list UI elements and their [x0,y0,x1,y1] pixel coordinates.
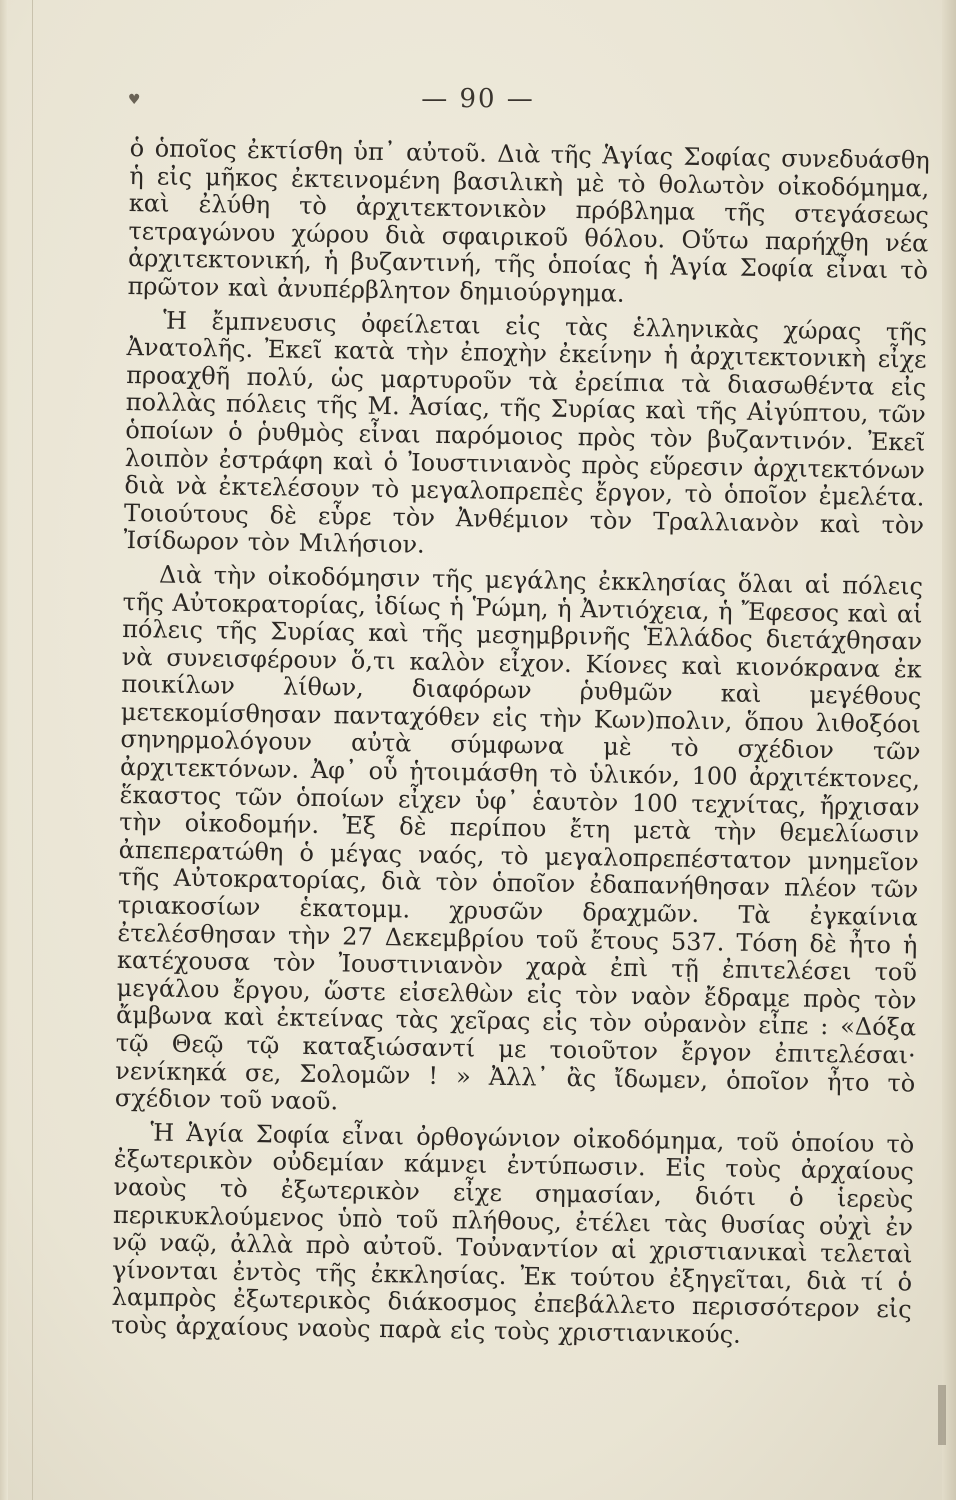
paragraph-3: Διὰ τὴν οἰκοδόμησιν τῆς μεγάλης ἐκκλησίας ὅλαι αἱ πόλεις τῆς Αὐτοκρατορίας, ἰδίως ἡ Ῥώμη, ἡ Ἀντιόχεια, ἡ Ἔφεσος καὶ αἱ πόλεις τῆς Συρίας καὶ τῆς μεσημβρινῆς Ἑλλάδος διετάχθησαν νὰ συνεισφέρουν ὅ,τι καλὸν εἶχον. Κίονες καὶ κιονόκρανα ἐκ ποικίλων λίθων, διαφόρων ῥυθμῶν καὶ μεγέθους μετεκομίσθησαν πανταχόθεν εἰς τὴν Κων)πολιν, ὅπου λιθοξόοι σηνηρμολόγουν αὐτὰ σύμφωνα μὲ τὸ σχέδιον τῶν ἀρχιτεκτόνων. Ἀφ᾽ οὗ ἡτοιμάσθη τὸ ὑλικόν, 100 ἀρχιτέκτονες, ἕκαστος τῶν ὁποίων εἶχεν ὑφ᾽ ἑαυτὸν 100 τεχνίτας, ἤρχισαν τὴν οἰκοδομήν. Ἐξ δὲ περίπου ἔτη μετὰ τὴν θεμελίωσιν ἀπεπερατώθη ὁ μέγας ναός, τὸ μεγαλοπρεπέστατον μνημεῖον τῆς Αὐτοκρατορίας, διὰ τὸν ὁποῖον ἐδαπανήθησαν πλέον τῶν τριακοσίων ἑκατομμ. χρυσῶν δραχμῶν. Τὰ ἐγκαίνια ἐτελέσθησαν τὴν 27 Δεκεμβρίου τοῦ ἔτους 537. Τόση δὲ ἦτο ἡ κατέχουσα τὸν Ἰουστινιανὸν χαρὰ ἐπὶ τῇ ἐπιτελέσει τοῦ μεγάλου ἔργου, ὥστε εἰσελθὼν εἰς τὸν ναὸν ἔδραμε πρὸς τὸν ἄμβωνα καὶ ἐκτείνας τὰς χεῖρας εἰς τὸν οὐρανὸν εἶπε : «Δόξα τῷ Θεῷ τῷ καταξιώσαντί με τοιοῦτον ἔργον ἐπιτελέσαι· νενίκηκά σε, Σολομῶν ! » Ἀλλ᾽ ἂς ἴδωμεν, ὁποῖον ἦτο τὸ σχέδιον τοῦ ναοῦ. [114,560,924,1116]
paragraph-2: Ἡ ἔμπνευσις ὀφείλεται εἰς τὰς ἑλληνικὰς χώρας τῆς Ἀνατολῆς. Ἐκεῖ κατὰ τὴν ἐποχὴν ἐκείνην ἡ ἀρχιτεκτονικὴ εἶχε προαχθῆ πολύ, ὡς μαρτυροῦν τὰ ἐρείπια τὰ διασωθέντα εἰς πολλὰς πόλεις τῆς Μ. Ἀσίας, τῆς Συρίας καὶ τῆς Αἰγύπτου, τῶν ὁποίων ὁ ῥυθμὸς εἶναι παρόμοιος πρὸς τὸν βυζαντινόν. Ἐκεῖ λοιπὸν ἐστράφη καὶ ὁ Ἰουστινιανὸς πρὸς εὕρεσιν ἀρχιτεκτόνων διὰ νὰ ἐκτελέσουν τὸ μεγαλοπρεπὲς ἔργον, τὸ ὁποῖον ἐμελέτα. Τοιούτους δὲ εὗρε τὸν Ἀνθέμιον τὸν Τραλλιανὸν καὶ τὸν Ἰσίδωρον τὸν Μιλήσιον. [123,306,928,559]
ink-mark [938,1385,946,1445]
page-left-edge [0,0,8,1500]
page-number: — 90 — [421,84,535,114]
margin-mark: ♥ [128,92,141,108]
gutter-line [32,0,33,1500]
paragraph-4: Ἡ Ἁγία Σοφία εἶναι ὀρθογώνιον οἰκοδόμημα, τοῦ ὁποίου τὸ ἐξωτερικὸν οὐδεμίαν κάμνει ἐντύπωσιν. Εἰς τοὺς ἀρχαίους ναοὺς τὸ ἐξωτερικὸν εἶχε σημασίαν, διότι ὁ ἱερεὺς περικυκλούμενος ὑπὸ τοῦ πλήθους, ἐτέλει τὰς θυσίας οὐχὶ ἐν νῷ ναῷ, ἀλλὰ πρὸ αὐτοῦ. Τοὐναντίον αἱ χριστιανικαὶ τελεταὶ γίνονται ἐντὸς τῆς ἐκκλησίας. Ἐκ τούτου ἐξηγεῖται, διὰ τί ὁ λαμπρὸς ἐξωτερικὸς διάκοσμος ἐπεβάλλετο περισσότερον εἰς τοὺς ἀρχαίους ναοὺς παρὰ εἰς τοὺς χριστιανικούς. [111,1118,915,1349]
paragraph-1: ὁ ὁποῖος ἐκτίσθη ὑπ᾽ αὐτοῦ. Διὰ τῆς Ἁγίας Σοφίας συνεδυάσθη ἡ εἰς μῆκος ἐκτεινομένη βασιλικὴ μὲ τὸ θολωτὸν οἰκοδόμημα, καὶ ἐλύθη τὸ ἀρχιτεκτονικὸν πρόβλημα τῆς στεγάσεως τετραγώνου χώρου διὰ σφαιρικοῦ θόλου. Οὕτω παρήχθη νέα ἀρχιτεκτονική, ἡ βυζαντινή, τῆς ὁποίας ἡ Ἁγία Σοφία εἶναι τὸ πρῶτον καὶ ἀνυπέρβλητον δημιούργημα. [127,134,930,308]
body-text [111,135,930,1352]
page-right-edge [942,0,956,1500]
